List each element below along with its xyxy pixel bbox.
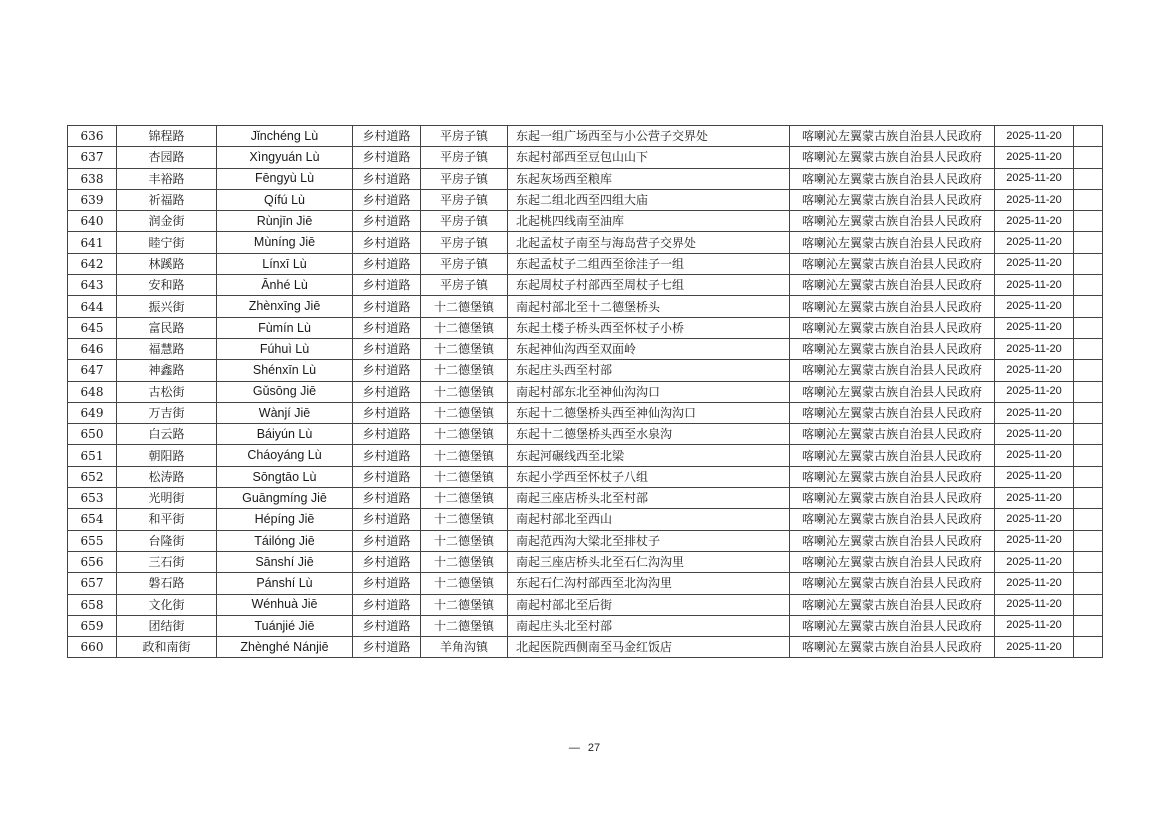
cell-road-name: 润金街	[117, 211, 217, 232]
cell-approving-authority: 喀喇沁左翼蒙古族自治县人民政府	[790, 189, 995, 210]
cell-pinyin: Qífú Lù	[217, 189, 353, 210]
table-row	[68, 573, 1103, 594]
table-row	[68, 317, 1103, 338]
cell-number: 640	[68, 211, 117, 232]
cell-road-name: 林蹊路	[117, 253, 217, 274]
cell-road-name: 光明街	[117, 488, 217, 509]
cell-pinyin: Sānshí Jiē	[217, 551, 353, 572]
cell-description: 南起三座店桥头北至石仁沟沟里	[508, 551, 790, 572]
cell-approving-authority: 喀喇沁左翼蒙古族自治县人民政府	[790, 275, 995, 296]
cell-description: 东起石仁沟村部西至北沟沟里	[508, 573, 790, 594]
cell-note	[1074, 509, 1103, 530]
cell-description: 东起河碾线西至北梁	[508, 445, 790, 466]
cell-pinyin: Hépíng Jiē	[217, 509, 353, 530]
cell-date: 2025-11-20	[995, 402, 1074, 423]
cell-pinyin: Fùmín Lù	[217, 317, 353, 338]
table-row	[68, 466, 1103, 487]
cell-pinyin: Guāngmíng Jiē	[217, 488, 353, 509]
table-row	[68, 509, 1103, 530]
cell-town: 十二德堡镇	[421, 488, 508, 509]
cell-category: 乡村道路	[353, 551, 421, 572]
cell-pinyin: Wénhuà Jiē	[217, 594, 353, 615]
cell-note	[1074, 317, 1103, 338]
cell-approving-authority: 喀喇沁左翼蒙古族自治县人民政府	[790, 338, 995, 359]
cell-description: 东起周杖子村部西至周杖子七组	[508, 275, 790, 296]
cell-approving-authority: 喀喇沁左翼蒙古族自治县人民政府	[790, 530, 995, 551]
cell-pinyin: Línxī Lù	[217, 253, 353, 274]
cell-date: 2025-11-20	[995, 530, 1074, 551]
cell-approving-authority: 喀喇沁左翼蒙古族自治县人民政府	[790, 615, 995, 636]
table-row	[68, 147, 1103, 168]
cell-note	[1074, 296, 1103, 317]
cell-pinyin: Ānhé Lù	[217, 275, 353, 296]
cell-number: 642	[68, 253, 117, 274]
table-row	[68, 338, 1103, 359]
cell-pinyin: Báiyún Lù	[217, 424, 353, 445]
cell-date: 2025-11-20	[995, 637, 1074, 658]
cell-road-name: 杏园路	[117, 147, 217, 168]
cell-town: 十二德堡镇	[421, 381, 508, 402]
cell-approving-authority: 喀喇沁左翼蒙古族自治县人民政府	[790, 168, 995, 189]
cell-note	[1074, 573, 1103, 594]
cell-date: 2025-11-20	[995, 360, 1074, 381]
cell-town: 十二德堡镇	[421, 338, 508, 359]
cell-description: 南起村部北至西山	[508, 509, 790, 530]
cell-number: 636	[68, 126, 117, 147]
cell-number: 653	[68, 488, 117, 509]
cell-pinyin: Mùníng Jiē	[217, 232, 353, 253]
cell-description: 南起三座店桥头北至村部	[508, 488, 790, 509]
cell-category: 乡村道路	[353, 637, 421, 658]
cell-pinyin: Jǐnchéng Lù	[217, 126, 353, 147]
cell-approving-authority: 喀喇沁左翼蒙古族自治县人民政府	[790, 232, 995, 253]
cell-category: 乡村道路	[353, 317, 421, 338]
table-row	[68, 530, 1103, 551]
cell-description: 东起灰场西至粮库	[508, 168, 790, 189]
cell-date: 2025-11-20	[995, 232, 1074, 253]
cell-description: 南起村部东北至神仙沟沟口	[508, 381, 790, 402]
cell-road-name: 振兴街	[117, 296, 217, 317]
cell-town: 十二德堡镇	[421, 445, 508, 466]
cell-number: 637	[68, 147, 117, 168]
cell-date: 2025-11-20	[995, 147, 1074, 168]
table-row	[68, 189, 1103, 210]
cell-number: 657	[68, 573, 117, 594]
cell-number: 647	[68, 360, 117, 381]
cell-road-name: 三石街	[117, 551, 217, 572]
cell-approving-authority: 喀喇沁左翼蒙古族自治县人民政府	[790, 381, 995, 402]
cell-approving-authority: 喀喇沁左翼蒙古族自治县人民政府	[790, 211, 995, 232]
cell-approving-authority: 喀喇沁左翼蒙古族自治县人民政府	[790, 488, 995, 509]
cell-date: 2025-11-20	[995, 338, 1074, 359]
cell-date: 2025-11-20	[995, 189, 1074, 210]
cell-note	[1074, 488, 1103, 509]
cell-approving-authority: 喀喇沁左翼蒙古族自治县人民政府	[790, 126, 995, 147]
cell-pinyin: Fúhuì Lù	[217, 338, 353, 359]
cell-pinyin: Táilóng Jiē	[217, 530, 353, 551]
cell-road-name: 朝阳路	[117, 445, 217, 466]
cell-road-name: 台隆街	[117, 530, 217, 551]
cell-road-name: 磐石路	[117, 573, 217, 594]
cell-category: 乡村道路	[353, 402, 421, 423]
cell-number: 646	[68, 338, 117, 359]
cell-note	[1074, 232, 1103, 253]
cell-category: 乡村道路	[353, 573, 421, 594]
cell-town: 十二德堡镇	[421, 551, 508, 572]
cell-approving-authority: 喀喇沁左翼蒙古族自治县人民政府	[790, 637, 995, 658]
cell-description: 南起范西沟大梁北至排杖子	[508, 530, 790, 551]
cell-note	[1074, 360, 1103, 381]
cell-pinyin: Shénxīn Lù	[217, 360, 353, 381]
cell-pinyin: Rùnjīn Jiē	[217, 211, 353, 232]
cell-category: 乡村道路	[353, 509, 421, 530]
cell-date: 2025-11-20	[995, 381, 1074, 402]
table-row	[68, 168, 1103, 189]
cell-number: 643	[68, 275, 117, 296]
table-row	[68, 424, 1103, 445]
cell-approving-authority: 喀喇沁左翼蒙古族自治县人民政府	[790, 402, 995, 423]
cell-number: 645	[68, 317, 117, 338]
cell-note	[1074, 147, 1103, 168]
cell-number: 655	[68, 530, 117, 551]
cell-town: 十二德堡镇	[421, 594, 508, 615]
table-row	[68, 126, 1103, 147]
cell-note	[1074, 445, 1103, 466]
cell-category: 乡村道路	[353, 126, 421, 147]
cell-date: 2025-11-20	[995, 488, 1074, 509]
cell-number: 649	[68, 402, 117, 423]
cell-number: 644	[68, 296, 117, 317]
cell-town: 十二德堡镇	[421, 573, 508, 594]
cell-number: 638	[68, 168, 117, 189]
table-row	[68, 275, 1103, 296]
cell-description: 东起神仙沟西至双面岭	[508, 338, 790, 359]
cell-approving-authority: 喀喇沁左翼蒙古族自治县人民政府	[790, 317, 995, 338]
cell-category: 乡村道路	[353, 168, 421, 189]
cell-approving-authority: 喀喇沁左翼蒙古族自治县人民政府	[790, 594, 995, 615]
cell-town: 十二德堡镇	[421, 530, 508, 551]
cell-town: 平房子镇	[421, 189, 508, 210]
cell-pinyin: Pánshí Lù	[217, 573, 353, 594]
cell-road-name: 锦程路	[117, 126, 217, 147]
cell-number: 660	[68, 637, 117, 658]
cell-date: 2025-11-20	[995, 509, 1074, 530]
cell-town: 平房子镇	[421, 232, 508, 253]
cell-pinyin: Tuánjié Jiē	[217, 615, 353, 636]
cell-date: 2025-11-20	[995, 445, 1074, 466]
cell-category: 乡村道路	[353, 445, 421, 466]
cell-note	[1074, 189, 1103, 210]
cell-approving-authority: 喀喇沁左翼蒙古族自治县人民政府	[790, 296, 995, 317]
cell-category: 乡村道路	[353, 253, 421, 274]
cell-road-name: 丰裕路	[117, 168, 217, 189]
cell-approving-authority: 喀喇沁左翼蒙古族自治县人民政府	[790, 360, 995, 381]
cell-category: 乡村道路	[353, 275, 421, 296]
cell-approving-authority: 喀喇沁左翼蒙古族自治县人民政府	[790, 573, 995, 594]
table-row	[68, 551, 1103, 572]
page-footer	[0, 742, 1169, 754]
cell-town: 十二德堡镇	[421, 615, 508, 636]
cell-road-name: 安和路	[117, 275, 217, 296]
cell-note	[1074, 211, 1103, 232]
cell-town: 平房子镇	[421, 253, 508, 274]
cell-road-name: 白云路	[117, 424, 217, 445]
cell-number: 656	[68, 551, 117, 572]
cell-note	[1074, 551, 1103, 572]
cell-pinyin: Cháoyáng Lù	[217, 445, 353, 466]
cell-date: 2025-11-20	[995, 551, 1074, 572]
cell-category: 乡村道路	[353, 296, 421, 317]
cell-description: 东起小学西至怀杖子八组	[508, 466, 790, 487]
cell-number: 659	[68, 615, 117, 636]
cell-road-name: 神鑫路	[117, 360, 217, 381]
cell-date: 2025-11-20	[995, 573, 1074, 594]
cell-description: 南起村部北至后街	[508, 594, 790, 615]
cell-road-name: 松涛路	[117, 466, 217, 487]
cell-date: 2025-11-20	[995, 275, 1074, 296]
cell-pinyin: Gǔsōng Jiē	[217, 381, 353, 402]
table-body	[68, 126, 1103, 658]
cell-description: 北起孟杖子南至与海岛营子交界处	[508, 232, 790, 253]
cell-pinyin: Wànjí Jiē	[217, 402, 353, 423]
cell-description: 东起二组北西至四组大庙	[508, 189, 790, 210]
cell-category: 乡村道路	[353, 530, 421, 551]
cell-date: 2025-11-20	[995, 211, 1074, 232]
cell-road-name: 文化街	[117, 594, 217, 615]
cell-number: 652	[68, 466, 117, 487]
cell-number: 650	[68, 424, 117, 445]
cell-date: 2025-11-20	[995, 594, 1074, 615]
cell-number: 648	[68, 381, 117, 402]
cell-category: 乡村道路	[353, 211, 421, 232]
cell-number: 641	[68, 232, 117, 253]
cell-town: 平房子镇	[421, 126, 508, 147]
cell-number: 651	[68, 445, 117, 466]
cell-category: 乡村道路	[353, 189, 421, 210]
cell-description: 东起庄头西至村部	[508, 360, 790, 381]
cell-category: 乡村道路	[353, 466, 421, 487]
cell-town: 平房子镇	[421, 211, 508, 232]
cell-number: 639	[68, 189, 117, 210]
cell-town: 十二德堡镇	[421, 509, 508, 530]
road-name-table	[67, 125, 1103, 658]
table-row	[68, 211, 1103, 232]
cell-note	[1074, 615, 1103, 636]
cell-pinyin: Fēngyù Lù	[217, 168, 353, 189]
cell-description: 东起一组广场西至与小公营子交界处	[508, 126, 790, 147]
cell-description: 东起孟杖子二组西至徐洼子一组	[508, 253, 790, 274]
cell-date: 2025-11-20	[995, 296, 1074, 317]
cell-category: 乡村道路	[353, 338, 421, 359]
cell-road-name: 万吉街	[117, 402, 217, 423]
cell-number: 658	[68, 594, 117, 615]
cell-town: 平房子镇	[421, 168, 508, 189]
cell-category: 乡村道路	[353, 488, 421, 509]
cell-road-name: 睦宁街	[117, 232, 217, 253]
cell-description: 南起村部北至十二德堡桥头	[508, 296, 790, 317]
cell-number: 654	[68, 509, 117, 530]
cell-road-name: 团结街	[117, 615, 217, 636]
cell-town: 十二德堡镇	[421, 360, 508, 381]
cell-description: 东起十二德堡桥头西至水泉沟	[508, 424, 790, 445]
cell-town: 平房子镇	[421, 147, 508, 168]
cell-category: 乡村道路	[353, 147, 421, 168]
cell-category: 乡村道路	[353, 232, 421, 253]
cell-note	[1074, 253, 1103, 274]
cell-approving-authority: 喀喇沁左翼蒙古族自治县人民政府	[790, 253, 995, 274]
cell-town: 羊角沟镇	[421, 637, 508, 658]
cell-description: 东起十二德堡桥头西至神仙沟沟口	[508, 402, 790, 423]
cell-town: 十二德堡镇	[421, 466, 508, 487]
table-row	[68, 615, 1103, 636]
table-row	[68, 445, 1103, 466]
cell-approving-authority: 喀喇沁左翼蒙古族自治县人民政府	[790, 509, 995, 530]
cell-date: 2025-11-20	[995, 126, 1074, 147]
cell-note	[1074, 466, 1103, 487]
cell-date: 2025-11-20	[995, 424, 1074, 445]
cell-approving-authority: 喀喇沁左翼蒙古族自治县人民政府	[790, 551, 995, 572]
cell-road-name: 祈福路	[117, 189, 217, 210]
cell-road-name: 古松街	[117, 381, 217, 402]
cell-category: 乡村道路	[353, 424, 421, 445]
cell-pinyin: Xìngyuán Lù	[217, 147, 353, 168]
cell-note	[1074, 424, 1103, 445]
cell-date: 2025-11-20	[995, 466, 1074, 487]
cell-note	[1074, 275, 1103, 296]
page-number: 27	[587, 742, 601, 754]
cell-pinyin: Sōngtāo Lù	[217, 466, 353, 487]
cell-category: 乡村道路	[353, 381, 421, 402]
cell-description: 北起桃四线南至油库	[508, 211, 790, 232]
cell-road-name: 福慧路	[117, 338, 217, 359]
cell-note	[1074, 381, 1103, 402]
cell-town: 十二德堡镇	[421, 402, 508, 423]
footer-dash: —	[568, 742, 580, 754]
cell-description: 南起庄头北至村部	[508, 615, 790, 636]
cell-approving-authority: 喀喇沁左翼蒙古族自治县人民政府	[790, 445, 995, 466]
cell-pinyin: Zhènxīng Jiē	[217, 296, 353, 317]
cell-note	[1074, 168, 1103, 189]
cell-note	[1074, 126, 1103, 147]
cell-approving-authority: 喀喇沁左翼蒙古族自治县人民政府	[790, 466, 995, 487]
table-row	[68, 402, 1103, 423]
cell-category: 乡村道路	[353, 615, 421, 636]
table-row	[68, 488, 1103, 509]
cell-category: 乡村道路	[353, 594, 421, 615]
cell-road-name: 富民路	[117, 317, 217, 338]
cell-description: 北起医院西侧南至马金红饭店	[508, 637, 790, 658]
table-row	[68, 381, 1103, 402]
cell-road-name: 和平街	[117, 509, 217, 530]
cell-date: 2025-11-20	[995, 253, 1074, 274]
table-row	[68, 637, 1103, 658]
cell-note	[1074, 530, 1103, 551]
cell-approving-authority: 喀喇沁左翼蒙古族自治县人民政府	[790, 147, 995, 168]
cell-pinyin: Zhènghé Nánjiē	[217, 637, 353, 658]
table-row	[68, 232, 1103, 253]
cell-town: 十二德堡镇	[421, 296, 508, 317]
table-row	[68, 296, 1103, 317]
cell-note	[1074, 594, 1103, 615]
cell-town: 平房子镇	[421, 275, 508, 296]
cell-date: 2025-11-20	[995, 615, 1074, 636]
table-row	[68, 253, 1103, 274]
cell-approving-authority: 喀喇沁左翼蒙古族自治县人民政府	[790, 424, 995, 445]
cell-town: 十二德堡镇	[421, 424, 508, 445]
cell-note	[1074, 637, 1103, 658]
cell-description: 东起土楼子桥头西至怀杖子小桥	[508, 317, 790, 338]
cell-description: 东起村部西至豆包山山下	[508, 147, 790, 168]
cell-date: 2025-11-20	[995, 317, 1074, 338]
cell-town: 十二德堡镇	[421, 317, 508, 338]
table-row	[68, 594, 1103, 615]
table-row	[68, 360, 1103, 381]
cell-road-name: 政和南街	[117, 637, 217, 658]
cell-note	[1074, 402, 1103, 423]
cell-category: 乡村道路	[353, 360, 421, 381]
cell-note	[1074, 338, 1103, 359]
cell-date: 2025-11-20	[995, 168, 1074, 189]
